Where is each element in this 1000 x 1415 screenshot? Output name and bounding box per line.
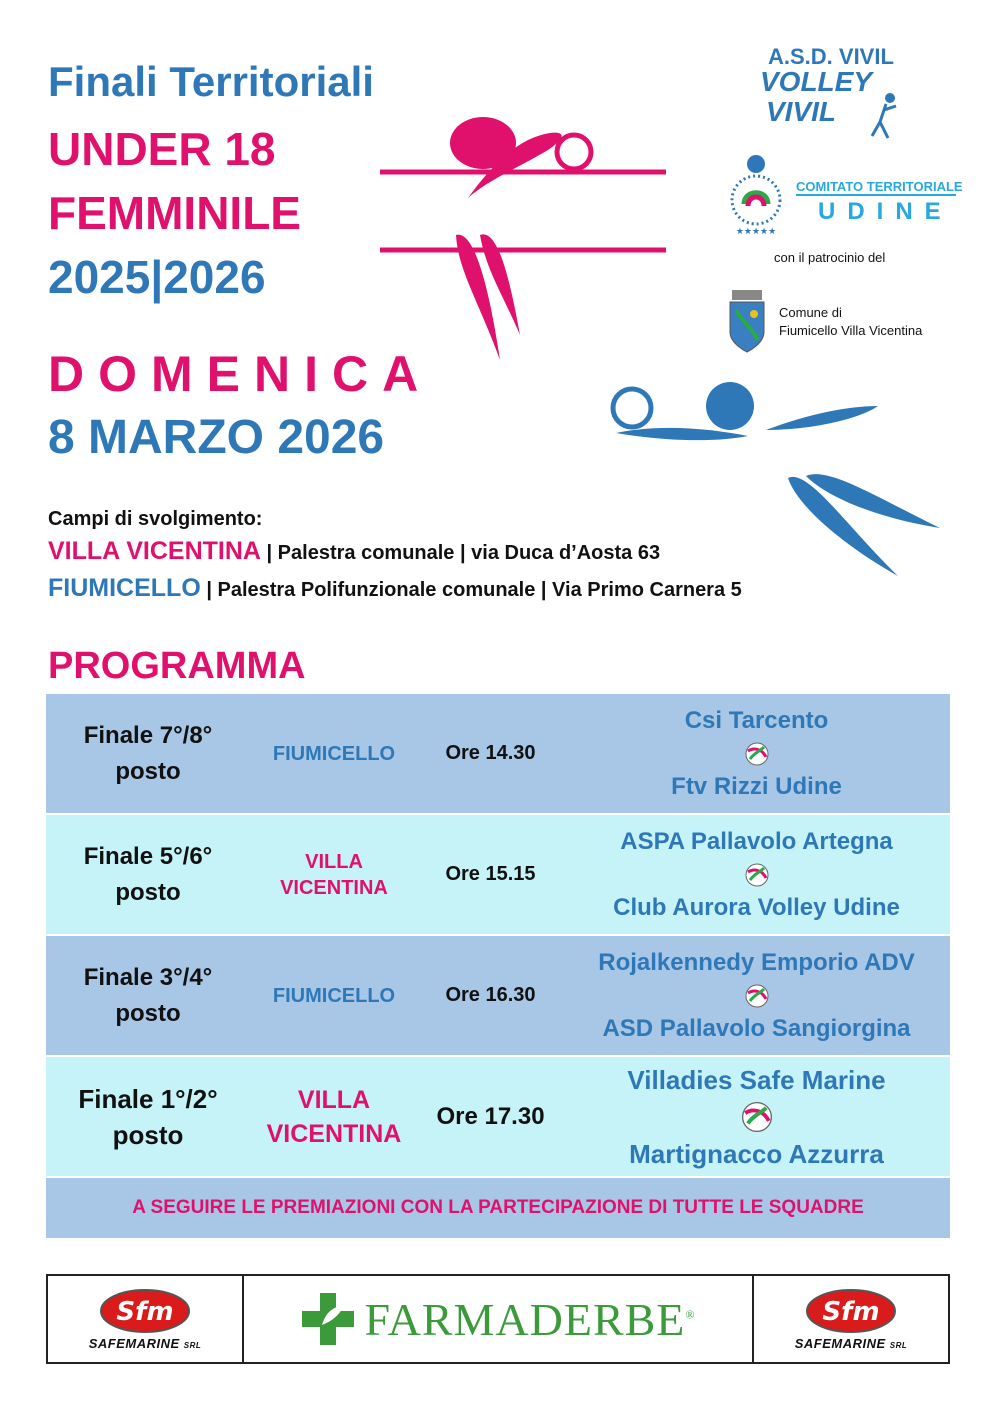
- ball-outline-icon: [557, 135, 591, 169]
- match-teams: [563, 827, 950, 923]
- team-home: ASPA Pallavolo Artegna: [620, 827, 893, 855]
- farmaderbe-cross-icon: [300, 1291, 356, 1347]
- pink-player-illustration: [378, 110, 670, 370]
- team-home: Rojalkennedy Emporio ADV: [598, 948, 915, 976]
- final-label: Finale 5°/6° posto: [83, 842, 213, 906]
- match-venue: VILLA VICENTINA: [266, 1085, 402, 1148]
- committee-title: COMITATO TERRITORIALE: [796, 179, 963, 194]
- team-away: Martignacco Azzurra: [629, 1138, 884, 1169]
- event-date: 8 MARZO 2026: [48, 411, 385, 464]
- safemarine-mark: Sfm: [116, 1296, 174, 1327]
- sponsor-name: SAFEMARINE SRL: [88, 1335, 202, 1351]
- fipav-logo-icon: [714, 154, 796, 238]
- table-row: [46, 694, 950, 815]
- municipality-line-2: Fiumicello Villa Vicentina: [779, 323, 923, 338]
- safemarine-logo-icon: [805, 1288, 897, 1334]
- player-body-icon: [766, 406, 878, 430]
- safemarine-mark: Sfm: [822, 1296, 880, 1327]
- volleyball-icon: [744, 983, 770, 1009]
- venue-villa-vicentina: [48, 537, 660, 566]
- match-teams: [563, 948, 950, 1044]
- venue-name: VILLA VICENTINA: [48, 537, 261, 565]
- sponsor-name: SAFEMARINE SRL: [794, 1335, 908, 1351]
- team-away: Club Aurora Volley Udine: [613, 893, 900, 921]
- jumping-player-icon: [868, 92, 900, 144]
- match-time: Ore 16.30: [445, 984, 536, 1006]
- programme-heading: PROGRAMMA: [48, 645, 306, 687]
- match-teams: [563, 1065, 950, 1169]
- season: 2025|2026: [48, 251, 266, 303]
- awards-note: A SEGUIRE LE PREMIAZIONI CON LA PARTECIPAZIONE DI TUTTE LE SQUADRE: [46, 1178, 950, 1238]
- match-teams: [563, 706, 950, 802]
- venue-name: FIUMICELLO: [48, 574, 201, 602]
- volleyball-icon: [744, 741, 770, 767]
- venue-details: | Palestra Polifunzionale comunale | Via Primo Carnera 5: [200, 579, 742, 601]
- final-label: Finale 1°/2° posto: [78, 1083, 218, 1150]
- table-row: [46, 815, 950, 936]
- table-row: [46, 1057, 950, 1178]
- match-venue: VILLA VICENTINA: [280, 850, 388, 899]
- table-row: [46, 936, 950, 1057]
- svg-text:★★★★★: ★★★★★: [735, 227, 777, 237]
- sponsor-name: FARMADERBE®: [364, 1293, 696, 1345]
- sponsor-right: [754, 1276, 948, 1362]
- sponsor-center: [242, 1276, 754, 1362]
- match-venue: FIUMICELLO: [272, 984, 396, 1007]
- safemarine-logo-icon: [99, 1288, 191, 1334]
- match-venue: FIUMICELLO: [272, 742, 396, 765]
- player-head-icon: [706, 382, 754, 430]
- venue-fiumicello: [48, 574, 742, 603]
- event-title: Finali Territoriali: [48, 58, 374, 105]
- municipality-line-1: Comune di: [779, 305, 842, 320]
- final-label: Finale 3°/4° posto: [83, 963, 213, 1027]
- club-logo-line-1: VOLLEY: [760, 66, 873, 97]
- sponsor-left: [48, 1276, 242, 1362]
- committee-city: UDINE: [818, 198, 953, 225]
- team-away: ASD Pallavolo Sangiorgina: [602, 1014, 911, 1042]
- category-line-2: FEMMINILE: [48, 187, 301, 239]
- volleyball-icon: [744, 862, 770, 888]
- venues-heading: Campi di svolgimento:: [48, 508, 263, 530]
- programme-table: [46, 694, 950, 1238]
- club-name: A.S.D. VIVIL: [768, 44, 894, 69]
- match-time: Ore 14.30: [445, 742, 536, 764]
- final-label: Finale 7°/8° posto: [83, 721, 213, 785]
- team-away: Ftv Rizzi Udine: [671, 772, 842, 800]
- committee-divider: [796, 194, 956, 196]
- patronage-text: con il patrocinio del: [774, 250, 886, 265]
- sponsor-bar: [46, 1274, 950, 1364]
- match-time: Ore 15.15: [445, 863, 536, 885]
- ball-outline-icon: [613, 389, 651, 427]
- club-logo-line-2: VIVIL: [766, 96, 837, 127]
- event-day: DOMENICA: [48, 346, 433, 402]
- team-home: Csi Tarcento: [684, 706, 829, 734]
- category-line-1: UNDER 18: [48, 123, 276, 175]
- match-time: Ore 17.30: [436, 1102, 545, 1130]
- volleyball-icon: [740, 1100, 774, 1134]
- venue-details: | Palestra comunale | via Duca d’Aosta 63: [260, 542, 661, 564]
- team-home: Villadies Safe Marine: [627, 1064, 886, 1095]
- municipality-crest-icon: [726, 288, 768, 354]
